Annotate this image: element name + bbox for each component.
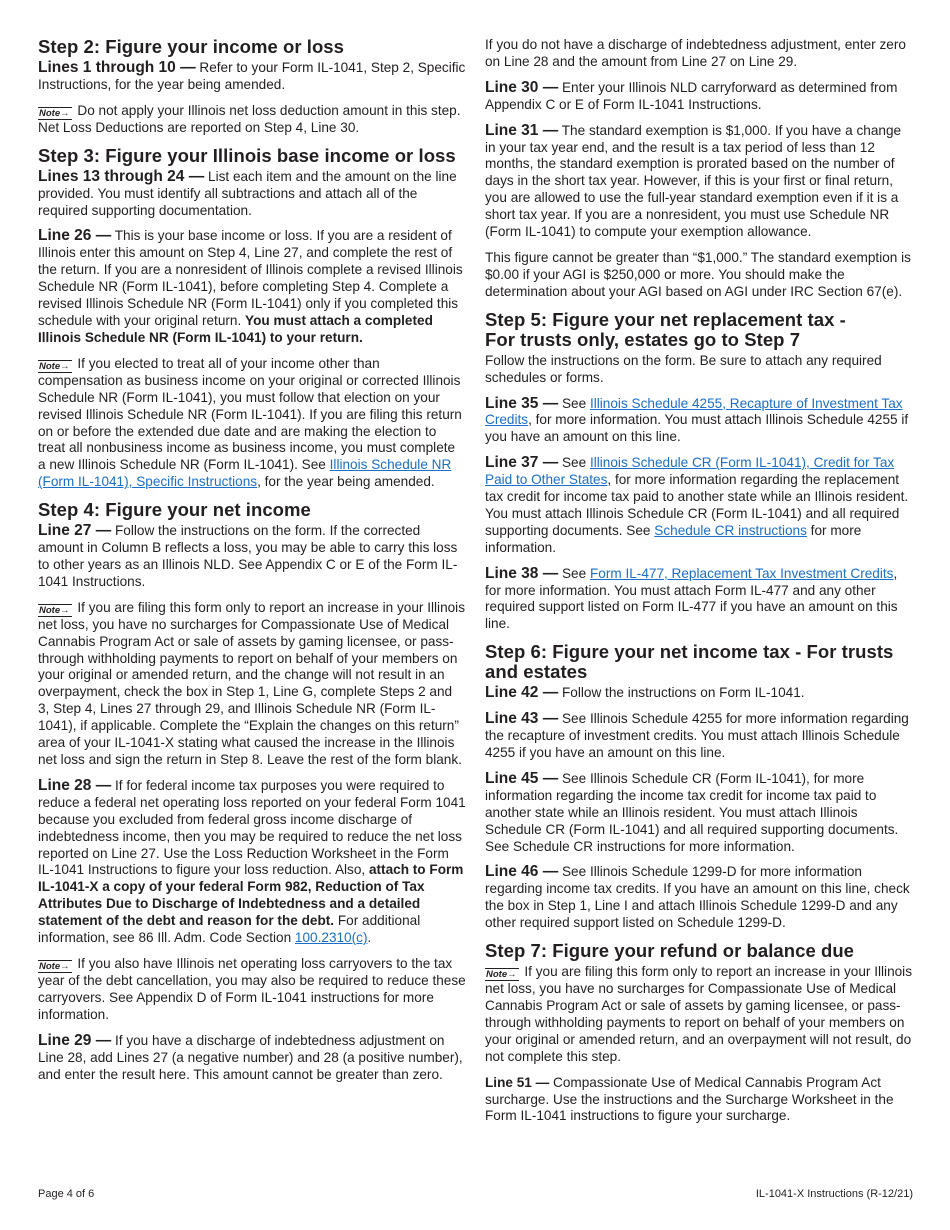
line-label: Line 29 — — [38, 1031, 112, 1049]
line-label: Line 27 — — [38, 522, 112, 540]
step5-heading: Step 5: Figure your net replacement tax - For trusts only, estates go to Step 7 — [485, 308, 846, 350]
note-paragraph: Note→ If you elected to treat all of your income other than compensation as business income on your original or corrected Illinois Schedule NR (Form IL-1041), you must follow that election on your revised Illinois Schedule NR (Form IL-1041). If you are filing this return on or before the extended due date and are making the election to treat all nonbusiness income as business income, you must complete a new Illinois Schedule NR (Form IL-1041). See Illinois Schedule NR (Form IL-1041), Specific Instructions, for the year being amended. — [38, 355, 462, 490]
line-label: Line 35 — — [485, 394, 559, 412]
schedule-4255-link[interactable]: Illinois Schedule 4255, Recapture of Investment Tax Credits — [485, 395, 903, 428]
note-icon: Note→ — [486, 969, 517, 981]
schedule-cr-instructions-link[interactable]: Schedule CR instructions — [654, 522, 807, 538]
step5-intro-paragraph: Follow the instructions on the form. Be sure to attach any required schedules or forms. — [485, 352, 882, 385]
note-paragraph: Note→ If you also have Illinois net operating loss carryovers to the tax year of the debt cancellation, you may also be required to reduce these carryovers. See Appendix D of Form IL-1041 instructions for more information. — [38, 955, 466, 1022]
note-icon: Note→ — [39, 960, 70, 972]
step7-heading: Step 7: Figure your refund or balance due — [485, 940, 855, 962]
line-label: Line 51 — — [485, 1074, 550, 1090]
note-icon: Note→ — [39, 107, 70, 119]
line-51-paragraph: Line 51 — Compassionate Use of Medical Cannabis Program Act surcharge. Use the instructions and the Surcharge Worksheet in the Form IL-1041 instructions to figure your surcharge. — [485, 1074, 894, 1124]
discharge-intro-paragraph: If you do not have a discharge of indebtedness adjustment, enter zero on Line 28 and the amount from Line 27 on Line 29. — [485, 37, 906, 69]
schedule-nr-instructions-link[interactable]: Illinois Schedule NR (Form IL-1041), Specific Instructions — [38, 457, 452, 490]
line-label: Line 46 — — [485, 863, 559, 881]
document-id: IL-1041-X Instructions (R-12/21) — [755, 1188, 913, 1200]
line-label: Line 31 — — [485, 121, 559, 139]
line-37-paragraph: Line 37 — See Illinois Schedule CR (Form IL-1041), Credit for Tax Paid to Other States, for more information regarding the replacement tax credit for income tax paid to another state while an Illinois resident. You must attach Illinois Schedule CR (Form IL-1041) and all required supporting documents. See Schedule CR instructions for more information. — [485, 454, 909, 555]
line-label: Line 38 — — [485, 564, 559, 582]
left-column — [38, 37, 466, 1092]
step4-heading: Step 4: Figure your net income — [38, 499, 311, 521]
line-label: Line 43 — — [485, 710, 559, 728]
note-icon: Note→ — [39, 604, 70, 616]
page-number: Page 4 of 6 — [38, 1188, 95, 1200]
form-il-477-link[interactable]: Form IL-477, Replacement Tax Investment Credits — [589, 565, 894, 581]
line-label: Lines 1 through 10 — — [38, 59, 196, 76]
line-30-paragraph: Line 30 — Enter your Illinois NLD carryforward as determined from Appendix C or E of Form IL-1041 Instructions. — [485, 78, 898, 112]
note-icon: Note→ — [39, 360, 70, 372]
line-31-paragraph: Line 31 — The standard exemption is $1,000. If you have a change in your tax year end, and the result is a tax period of less than 12 months, the standard exemption is prorated based on the number of days in the short tax year. However, if this is your first or final return, you are allowed to use the full-year standard exemption even if it is a short tax year. If you are a nonresident, you must use Schedule NR (Form IL-1041) to compute your exemption allowance. — [485, 121, 902, 240]
note-paragraph: Note→ Do not apply your Illinois net loss deduction amount in this step. Net Loss Deductions are reported on Step 4, Line 30. — [38, 102, 461, 135]
line-27-paragraph: Line 27 — Follow the instructions on the form. If the corrected amount in Column B reflects a loss, you may be able to carry this loss to other years as an Illinois NLD. See Appendix C or E of the Form IL-1041 Instructions. — [38, 522, 458, 589]
line-43-paragraph: Line 43 — See Illinois Schedule 4255 for more information regarding the recapture of investment credits. You must attach Illinois Schedule 4255 if you have an amount on this line. — [485, 710, 909, 760]
line-label: Line 45 — — [485, 769, 559, 787]
adm-code-link[interactable]: 100.2310(c) — [294, 930, 368, 946]
step6-heading: Step 6: Figure your net income tax - For trusts and estates — [485, 641, 894, 683]
line-label: Line 30 — — [485, 78, 559, 96]
line-35-paragraph: Line 35 — See Illinois Schedule 4255, Recapture of Investment Tax Credits, for more information. You must attach Illinois Schedule 4255 if you have an amount on this line. — [485, 394, 909, 445]
line-label: Line 28 — — [38, 776, 112, 794]
step2-heading: Step 2: Figure your income or loss — [38, 36, 344, 57]
line-26-paragraph: Line 26 — This is your base income or loss. If you are a resident of Illinois enter this amount on Step 4, Line 27, and complete the rest of the return. If you are a nonresident of Illinois complete a revised Illinois Schedule NR (Form IL-1041), before completing Step 4. Complete a revised Illinois Schedule NR (Form IL-1041) only if you completed this schedule with your original return. You must attach a completed Illinois Schedule NR (Form IL-1041) to your return. — [38, 227, 463, 345]
line-28-paragraph: Line 28 — If for federal income tax purposes you were required to reduce a federal net operating loss reported on your federal Form 1041 because you excluded from federal gross income discharge of indebtedness income, then you may be required to reduce the net loss reported on Line 27. Use the Loss Reduction Worksheet in the Form IL-1041 Instructions to figure your loss reduction. Also, attach to Form IL-1041-X a copy of your federal Form 982, Reduction of Tax Attributes Due to Discharge of Indebtedness and a detailed statement of the debt and reason for the debt. For additional information, see 86 Ill. Adm. Code Section 100.2310(c). — [38, 776, 466, 946]
right-column — [485, 37, 915, 1134]
lines-1-10-paragraph: Lines 1 through 10 — Refer to your Form IL-1041, Step 2, Specific Instructions, for the year being amended. — [38, 59, 466, 92]
line-label: Lines 13 through 24 — — [38, 167, 205, 185]
line-42-paragraph: Line 42 — Follow the instructions on Form IL-1041. — [485, 684, 805, 702]
step3-heading: Step 3: Figure your Illinois base income or loss — [38, 144, 456, 166]
line-label: Line 42 — — [485, 684, 559, 702]
note-paragraph: Note→ If you are filing this form only to report an increase in your Illinois net loss, you have no surcharges for Compassionate Use of Medical Cannabis Program Act or sale of assets by gaming licensee, or pass-through withholding payments to report on behalf of your members on your original or amended return, and an overpayment will not result, do not complete this step. — [485, 964, 913, 1064]
line-29-paragraph: Line 29 — If you have a discharge of indebtedness adjustment on Line 28, add Lines 27 (a negative number) and 28 (a positive number), and enter the result here. This amount cannot be greater than zero. — [38, 1031, 463, 1082]
lines-13-24-paragraph: Lines 13 through 24 — List each item and the amount on the line provided. You must identify all subtractions and attach all of the required supporting documentation. — [38, 167, 457, 218]
schedule-cr-link[interactable]: Illinois Schedule CR (Form IL-1041), Credit for Tax Paid to Other States — [485, 455, 895, 488]
line-46-paragraph: Line 46 — See Illinois Schedule 1299-D for more information regarding income tax credits. If you have an amount on this line, check the box in Step 1, Line I and attach Illinois Schedule 1299-D and any other required support listed on Schedule 1299-D. — [485, 863, 910, 931]
line-label: Line 37 — — [485, 454, 559, 472]
line-45-paragraph: Line 45 — See Illinois Schedule CR (Form IL-1041), for more information regarding the income tax credit for income tax paid to another state while an Illinois resident. You must attach Illinois Schedule CR (Form IL-1041) and all required supporting documents. See Schedule CR instructions for more information. — [485, 769, 899, 854]
line-label: Line 26 — — [38, 227, 112, 245]
note-paragraph: Note→ If you are filing this form only to report an increase in your Illinois net loss, you have no surcharges for Compassionate Use of Medical Cannabis Program Act or sale of assets by gaming licensee, or pass-through withholding payments to report on behalf of your members on your original or amended return, and the change will not result in an overpayment, check the box in Step 1, Line G, complete Steps 2 and 3, Step 4, Lines 27 through 29, and Illinois Schedule NR (Form IL-1041), if applicable. Complete the “Explain the changes on this return” area of your IL-1041-X stating what caused the increase in the Illinois net loss and sign the return in Step 8. Leave the rest of the form blank. — [38, 599, 466, 767]
line-38-paragraph: Line 38 — See Form IL-477, Replacement Tax Investment Credits, for more information. You must attach Form IL-477 and any other required support listed on Form IL-477 if you have an amount on this line. — [485, 564, 898, 632]
exemption-note-paragraph: This figure cannot be greater than “$1,000.” The standard exemption is $0.00 if your AGI is $250,000 or more. You should make the determination about your AGI based on AGI under IRC Section 67(e). — [485, 249, 911, 299]
